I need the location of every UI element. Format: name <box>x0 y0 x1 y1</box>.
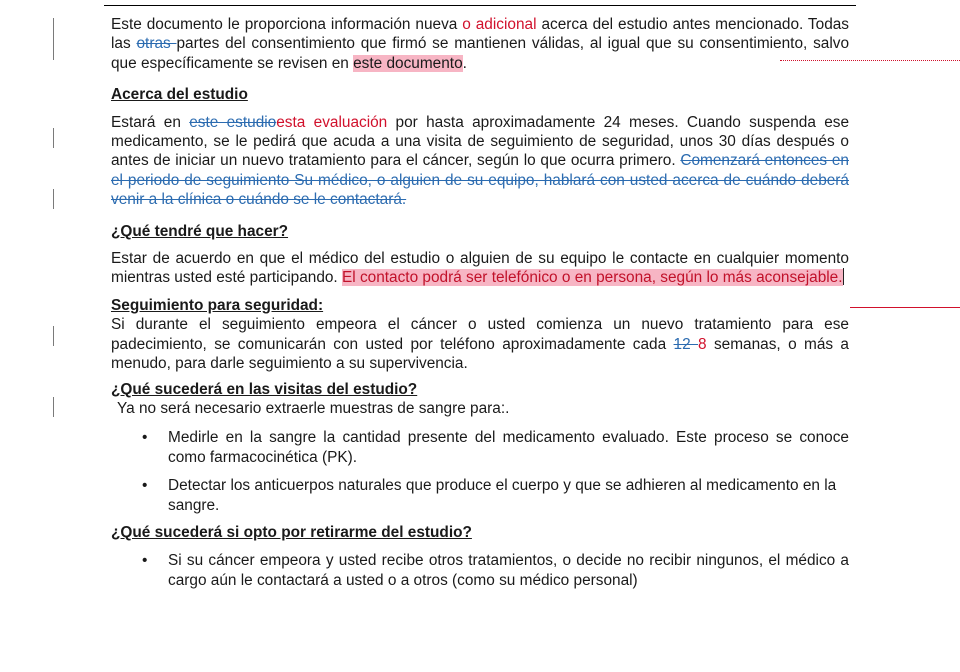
deleted-text[interactable]: otras <box>136 35 177 53</box>
visits-list <box>111 428 849 515</box>
section-heading-about: Acerca del estudio <box>111 86 248 104</box>
text-run: . <box>462 54 467 72</box>
deleted-text[interactable]: este estudio <box>189 113 277 131</box>
inserted-text[interactable]: 8 <box>698 335 707 353</box>
change-bar <box>53 18 54 60</box>
bullet-icon: • <box>142 477 148 495</box>
section-heading-what-do: ¿Qué tendré que hacer? <box>111 222 289 240</box>
header-rule <box>104 5 856 6</box>
deleted-text[interactable]: 12 <box>673 335 699 353</box>
withdraw-list <box>111 551 849 590</box>
text-cursor <box>843 268 844 285</box>
inserted-commented-text[interactable]: El contacto podrá ser telefónico o en persona, según lo más aconsejable. <box>342 269 843 287</box>
list-item-text: Detectar los anticuerpos naturales que produce el cuerpo y que se adhieren al medicamento en la sangre. <box>168 477 837 514</box>
text-run: partes del consentimiento que firmó se mantienen válidas, al igual que su consentimiento, salvo que específicamente se revisen en <box>111 35 850 72</box>
text-run: por hasta aproximadamente 24 meses. Cuando suspenda ese medicamento, se le pedirá que acuda a una visita de seguimiento de seguridad, unos 30 días después o antes de iniciar un nuevo tratamiento para el cáncer, según lo que ocurra primero. <box>111 113 850 170</box>
change-bar <box>53 397 54 417</box>
change-bar <box>53 189 54 209</box>
text-run: Estar de acuerdo en que el médico del estudio o alguien de su equipo le contacte en cualquier momento mientras usted esté participando. <box>111 250 849 287</box>
change-bar <box>53 326 54 346</box>
inserted-text[interactable]: esta evaluación <box>276 113 388 131</box>
comment-connector <box>850 307 960 308</box>
about-paragraph <box>111 113 849 210</box>
document-page <box>111 15 849 590</box>
bullet-icon: • <box>142 552 148 570</box>
text-run: Si durante el seguimiento empeora el cáncer o usted comienza un nuevo tratamiento para ese padecimiento, se comunicarán con usted por teléfono aproximadamente cada <box>111 316 849 353</box>
safety-paragraph <box>111 315 849 373</box>
bullet-icon: • <box>142 429 148 447</box>
deleted-text[interactable]: Comenzará entonces en el periodo de seguimiento Su médico, o alguien de su equipo, hablará con usted acerca de cuándo deberá venir a la clínica o cuándo se le contactará. <box>111 152 849 209</box>
intro-paragraph <box>111 15 849 73</box>
list-item-text: Si su cáncer empeora y usted recibe otros tratamientos, o decide no recibir ningunos, el médico a cargo aún le contactará a usted o a otros (como su médico personal) <box>168 552 849 589</box>
text-run: semanas, o más a menudo, para darle seguimiento a su supervivencia. <box>111 335 849 373</box>
section-heading-visits: ¿Qué sucederá en las visitas del estudio? <box>111 380 418 398</box>
list-item-text: Medirle en la sangre la cantidad presente del medicamento evaluado. Este proceso se conoce como farmacocinética (PK). <box>168 429 849 466</box>
change-bar <box>53 128 54 148</box>
section-heading-safety: Seguimiento para seguridad: <box>111 296 324 314</box>
text-run: Estará en <box>111 113 190 131</box>
text-run: Este documento le proporciona información nueva <box>111 16 463 33</box>
what-do-paragraph <box>111 249 849 288</box>
inserted-text[interactable]: o adicional <box>462 16 537 33</box>
list-item <box>111 476 849 515</box>
text-run: acerca del estudio antes mencionado. Todas las <box>111 16 850 53</box>
list-item <box>111 428 849 467</box>
list-item <box>111 551 849 590</box>
commented-text[interactable]: este documento <box>353 54 463 72</box>
section-heading-withdraw: ¿Qué sucederá si opto por retirarme del estudio? <box>111 523 472 541</box>
visits-intro: Ya no será necesario extraerle muestras de sangre para:. <box>117 399 510 417</box>
